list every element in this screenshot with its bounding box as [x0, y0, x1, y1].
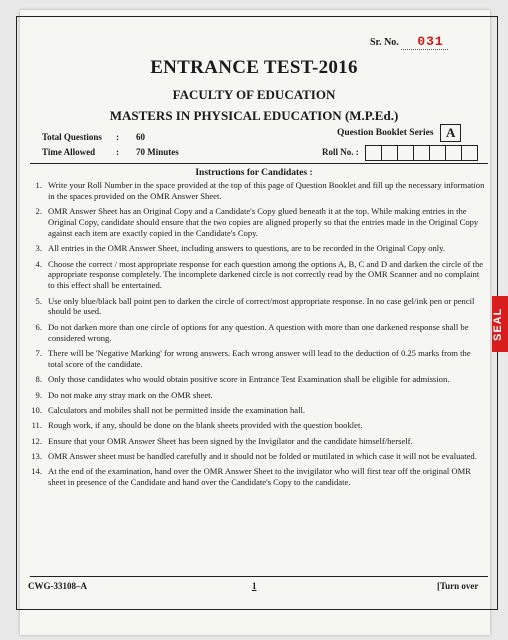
divider: [30, 163, 488, 164]
instruction-text: Write your Roll Number in the space provided at the top of this page of Question Booklet and fill up the necessary information in the spaces provided on the OMR Answer Sheet.: [48, 180, 485, 201]
serial-label: Sr. No.: [370, 37, 399, 48]
roll-number-label: Roll No. :: [322, 147, 359, 158]
time-allowed-label: Time Allowed: [42, 147, 96, 157]
instruction-item: [26, 348, 486, 370]
instruction-item: [26, 322, 486, 344]
serial-value: 031: [401, 34, 447, 50]
faculty-name: FACULTY OF EDUCATION: [172, 87, 336, 102]
instruction-number: 5.: [35, 295, 42, 306]
roll-number: [322, 145, 478, 161]
instruction-text: There will be 'Negative Marking' for wrong answers. Each wrong answer will lead to the deduction of 0.25 marks from the total score of the candidate.: [48, 347, 471, 369]
instruction-item: [26, 296, 486, 318]
instruction-text: Choose the correct / most appropriate response for each question among the options A, B, C and D and darken the circle of the appropriate response completely. The incomplete darkened circle is not correctly read by the OMR Scanner and no complaint to this effect shall be entertained.: [48, 258, 484, 291]
instruction-number: 1.: [35, 180, 42, 190]
total-questions: Total Questions : 60: [42, 132, 145, 142]
exam-title: ENTRANCE TEST-2016: [150, 57, 358, 78]
instruction-number: 4.: [35, 258, 42, 269]
instructions-list: [26, 180, 486, 493]
serial-number: [370, 34, 448, 49]
instruction-text: At the end of the examination, hand over the OMR Answer Sheet to the invigilator who will first tear off the original OMR sheet in presence of the Candidate and hand over the Candidate's Copy to the candidate.: [48, 466, 471, 488]
instruction-number: 10.: [31, 404, 42, 415]
instruction-item: [26, 180, 486, 202]
instruction-item: [26, 206, 486, 238]
instruction-item: [26, 374, 486, 385]
booklet-series-box: A: [440, 124, 461, 142]
instruction-number: 3.: [35, 243, 42, 254]
instruction-number: 2.: [35, 206, 42, 217]
instruction-text: Do not make any stray mark on the OMR sheet.: [48, 389, 213, 400]
turn-over-note: [Turn over: [437, 581, 479, 591]
course-name: MASTERS IN PHYSICAL EDUCATION (M.P.Ed.): [109, 108, 399, 123]
instruction-text: Ensure that your OMR Answer Sheet has been signed by the Invigilator and the candidate himself/herself.: [48, 435, 413, 446]
booklet-series: [337, 124, 461, 142]
instruction-number: 11.: [31, 420, 42, 431]
instruction-item: [26, 390, 486, 401]
instruction-number: 13.: [31, 451, 42, 462]
total-questions-value: 60: [136, 132, 145, 142]
instruction-number: 6.: [35, 321, 42, 332]
time-allowed-value: 70 Minutes: [136, 147, 179, 157]
instruction-text: Do not darken more than one circle of options for any question. A question with more than one darkened response shall be considered wrong.: [48, 321, 469, 343]
instruction-number: 7.: [35, 347, 42, 358]
footer-divider: [30, 576, 488, 577]
instruction-number: 12.: [31, 435, 42, 446]
instruction-text: Use only blue/black ball point pen to darken the circle of correct/most appropriate response. In no case gel/ink pen or pencil should be used.: [48, 295, 475, 317]
instruction-number: 14.: [31, 466, 42, 477]
instruction-item: [26, 259, 486, 291]
instruction-text: OMR Answer Sheet has an Original Copy and a Candidate's Copy glued beneath it at the top. While making entries in the Original Copy, candidate should ensure that the two copies are aligned properly so that the entries made in the Original Copy against each item are exactly copied in the Candidate's Copy.: [48, 206, 479, 238]
instruction-text: Only those candidates who would obtain positive score in Entrance Test Examination shall be eligible for admission.: [48, 374, 450, 385]
booklet-code: CWG-33108–A: [28, 581, 87, 591]
instruction-text: All entries in the OMR Answer Sheet, including answers to questions, are to be recorded in the Original Copy only.: [48, 243, 446, 254]
instruction-item: [26, 466, 486, 488]
instruction-text: Calculators and mobiles shall not be permitted inside the examination hall.: [48, 404, 306, 415]
instruction-item: [26, 243, 486, 254]
instruction-item: [26, 451, 486, 462]
instructions-heading: Instructions for Candidates :: [195, 168, 313, 178]
roll-number-boxes[interactable]: [365, 145, 478, 161]
page-number: 1: [252, 581, 257, 591]
total-questions-label: Total Questions: [42, 132, 102, 142]
seal-tab[interactable]: SEAL: [492, 296, 508, 352]
instruction-text: Rough work, if any, should be done on the blank sheets provided with the question booklet.: [48, 420, 363, 431]
booklet-series-label: Question Booklet Series: [337, 128, 434, 139]
instruction-text: OMR Answer sheet must be handled carefully and it should not be folded or mutilated in which case it will not be evaluated.: [48, 451, 477, 462]
time-allowed: Time Allowed : 70 Minutes: [42, 147, 179, 157]
instruction-item: [26, 436, 486, 447]
instruction-item: [26, 405, 486, 416]
instruction-number: 9.: [35, 389, 42, 400]
instruction-number: 8.: [35, 374, 42, 385]
instruction-item: [26, 420, 486, 431]
